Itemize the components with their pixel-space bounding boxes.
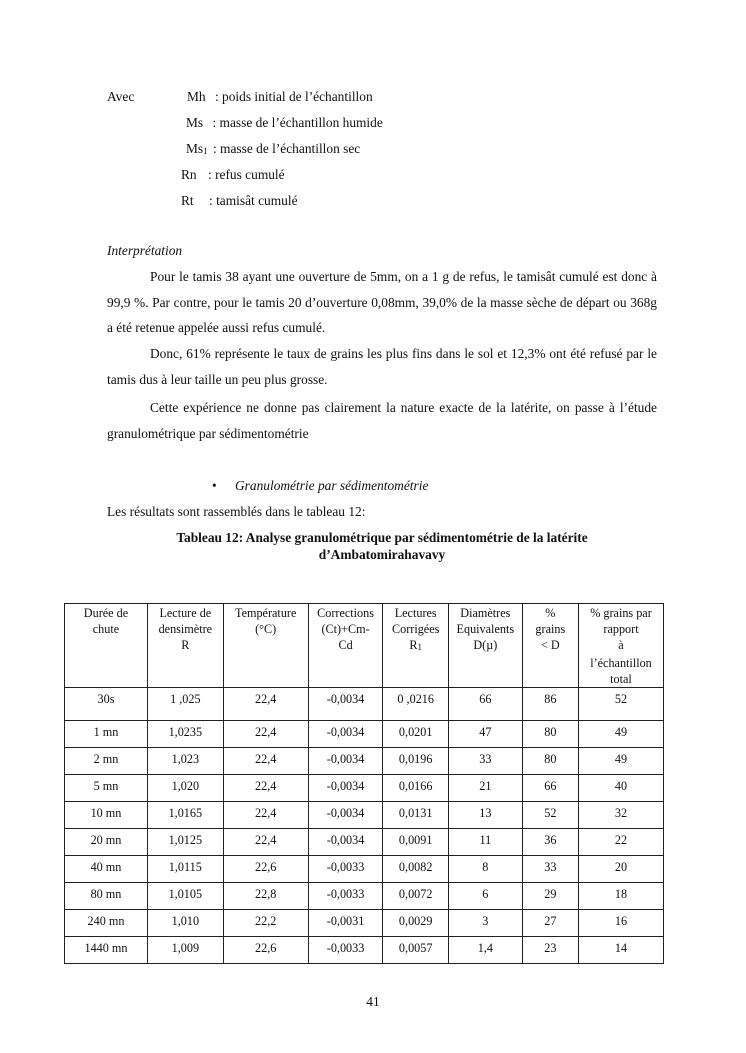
table-cell: 23	[522, 937, 578, 964]
table-cell: 22,4	[223, 775, 308, 802]
column-header-line: Cd	[338, 638, 353, 652]
table-cell: 86	[522, 688, 578, 721]
interpretation-paragraph	[107, 264, 657, 341]
table-cell: 14	[578, 937, 663, 964]
table-cell: 22,2	[223, 910, 308, 937]
table-cell: 52	[578, 688, 663, 721]
table-cell: 33	[448, 748, 522, 775]
table-cell: 20	[578, 856, 663, 883]
table-row	[65, 802, 664, 829]
legend-desc: : refus cumulé	[208, 167, 285, 182]
interpretation-heading: Interprétation	[107, 243, 183, 258]
table-cell: 22,4	[223, 802, 308, 829]
interpretation-paragraph	[107, 341, 657, 392]
table-row	[65, 937, 664, 964]
table-cell: -0,0034	[308, 688, 383, 721]
column-header-line: Corrigées	[391, 622, 440, 636]
table-cell: 20 mn	[65, 829, 148, 856]
column-header-line: R	[181, 638, 190, 652]
table-cell: 0 ,0216	[383, 688, 449, 721]
paragraph-text: Cette expérience ne donne pas clairement la nature exacte de la latérite, on passe à l’étude granulométrique par sédimentométrie	[107, 400, 657, 441]
table-cell: 1,020	[147, 775, 223, 802]
table-cell: 6	[448, 883, 522, 910]
column-header-line: % grains par	[590, 606, 652, 620]
table-row	[65, 688, 664, 721]
table-cell: 10 mn	[65, 802, 148, 829]
table-cell: -0,0033	[308, 856, 383, 883]
table-cell: 30s	[65, 688, 148, 721]
column-header-line: (°C)	[255, 622, 277, 636]
table-cell: 1 mn	[65, 721, 148, 748]
table-cell: 0,0072	[383, 883, 449, 910]
table-cell: 0,0196	[383, 748, 449, 775]
table-cell: 49	[578, 748, 663, 775]
table-body	[65, 688, 664, 964]
column-header-line: < D	[540, 638, 560, 652]
table-cell: -0,0034	[308, 829, 383, 856]
table-cell: 0,0091	[383, 829, 449, 856]
column-header-line-wrap	[525, 637, 576, 655]
results-intro: Les résultats sont rassemblés dans le tableau 12:	[107, 504, 366, 519]
table-cell: 22,8	[223, 883, 308, 910]
table-cell: 22,4	[223, 688, 308, 721]
legend-symbol: Mh	[187, 89, 206, 104]
interpretation-paragraph	[107, 395, 657, 446]
table-cell: 33	[522, 856, 578, 883]
table-cell: 13	[448, 802, 522, 829]
sedimentometry-table	[64, 603, 664, 964]
column-header-sub: 1	[417, 642, 422, 652]
table-cell: 21	[448, 775, 522, 802]
table-cell: 3	[448, 910, 522, 937]
table-cell: 0,0201	[383, 721, 449, 748]
table-cell: 52	[522, 802, 578, 829]
column-header	[383, 604, 449, 688]
table-cell: 0,0131	[383, 802, 449, 829]
column-header-line: Corrections	[317, 606, 374, 620]
table-cell: 22,4	[223, 748, 308, 775]
table-cell: 80	[522, 748, 578, 775]
column-header-line: Equivalents	[456, 622, 515, 636]
column-header-line: l’échantillon	[590, 656, 652, 670]
legend-item	[181, 192, 298, 212]
column-header	[578, 604, 663, 688]
column-header-line: grains	[535, 622, 566, 636]
legend-symbol: Ms	[186, 141, 204, 156]
column-header	[65, 604, 148, 688]
table-cell: 16	[578, 910, 663, 937]
column-header-line: Lecture de	[159, 606, 212, 620]
table-cell: 1 ,025	[147, 688, 223, 721]
column-header-line-wrap	[581, 637, 661, 655]
table-cell: 66	[448, 688, 522, 721]
table-cell: 32	[578, 802, 663, 829]
table-cell: 1,0125	[147, 829, 223, 856]
column-header-line-wrap	[311, 637, 381, 655]
table-cell: 80 mn	[65, 883, 148, 910]
column-header-line: Durée de	[83, 606, 129, 620]
column-header-line: (Ct)+Cm-	[321, 622, 370, 636]
table-cell: 0,0057	[383, 937, 449, 964]
table-row	[65, 856, 664, 883]
column-header-line-wrap	[385, 637, 446, 655]
column-header-line-wrap	[150, 637, 221, 655]
legend-item	[187, 88, 373, 108]
column-header-line: Lectures	[394, 606, 437, 620]
table-cell: 22,4	[223, 721, 308, 748]
column-header-line: à	[618, 638, 624, 652]
legend-item	[186, 140, 360, 160]
table-cell: 66	[522, 775, 578, 802]
column-header-line: %	[545, 606, 556, 620]
column-header-line: Température	[234, 606, 297, 620]
legend-intro: Avec	[107, 89, 135, 104]
paragraph-text: Pour le tamis 38 ayant une ouverture de 5mm, on a 1 g de refus, le tamisât cumulé est donc à 99,9 %. Par contre, pour le tamis 20 d’ouverture 0,08mm, 39,0% de la masse sèche de départ ou 368g a été retenue appelée aussi refus cumulé.	[107, 269, 657, 336]
column-header	[223, 604, 308, 688]
legend-symbol: Rn	[181, 167, 197, 182]
table-cell: -0,0033	[308, 937, 383, 964]
table-cell: 18	[578, 883, 663, 910]
table-caption-line: d’Ambatomirahavavy	[318, 547, 446, 562]
table-row	[65, 910, 664, 937]
table-row	[65, 829, 664, 856]
table-cell: -0,0034	[308, 775, 383, 802]
column-header-line: D(µ)	[473, 638, 498, 652]
column-header-line-wrap	[451, 637, 520, 655]
table-cell: 11	[448, 829, 522, 856]
paragraph-text: Donc, 61% représente le taux de grains les plus fins dans le sol et 12,3% ont été refusé par le tamis dus à leur taille un peu plus grosse.	[107, 346, 657, 387]
column-header	[448, 604, 522, 688]
table-cell: 22,6	[223, 937, 308, 964]
table-cell: 47	[448, 721, 522, 748]
column-header-line: Diamètres	[460, 606, 511, 620]
column-header	[308, 604, 383, 688]
table-row	[65, 748, 664, 775]
table-cell: 80	[522, 721, 578, 748]
table-cell: 0,0082	[383, 856, 449, 883]
table-cell: 240 mn	[65, 910, 148, 937]
table-cell: 22	[578, 829, 663, 856]
legend-item	[186, 114, 383, 134]
table-cell: 2 mn	[65, 748, 148, 775]
table-cell: 1,023	[147, 748, 223, 775]
column-header	[147, 604, 223, 688]
table-cell: 1,0235	[147, 721, 223, 748]
table-row	[65, 775, 664, 802]
table-cell: -0,0034	[308, 748, 383, 775]
table-cell: 36	[522, 829, 578, 856]
column-header-line: total	[610, 672, 632, 686]
table-cell: 1,0115	[147, 856, 223, 883]
column-header	[522, 604, 578, 688]
page-number: 41	[366, 994, 380, 1009]
table-cell: 0,0166	[383, 775, 449, 802]
table-cell: -0,0031	[308, 910, 383, 937]
table-cell: 0,0029	[383, 910, 449, 937]
legend-item	[181, 166, 285, 186]
table-cell: 1,4	[448, 937, 522, 964]
table-cell: 8	[448, 856, 522, 883]
legend-desc: : tamisât cumulé	[209, 193, 298, 208]
table-cell: -0,0034	[308, 721, 383, 748]
legend-symbol: Rt	[181, 193, 194, 208]
table-cell: 1,009	[147, 937, 223, 964]
table-cell: 27	[522, 910, 578, 937]
table-cell: 29	[522, 883, 578, 910]
table-cell: 22,4	[223, 829, 308, 856]
table-cell: 40 mn	[65, 856, 148, 883]
table-header-row	[65, 604, 664, 688]
section-heading	[212, 478, 428, 494]
table-cell: 1,010	[147, 910, 223, 937]
table-cell: 1,0105	[147, 883, 223, 910]
column-header-line: R	[409, 638, 418, 652]
section-heading-text: Granulométrie par sédimentométrie	[235, 478, 429, 493]
legend-desc: : masse de l’échantillon humide	[212, 115, 383, 130]
table-row	[65, 883, 664, 910]
legend-symbol-sub: 1	[203, 146, 208, 156]
table-cell: 1440 mn	[65, 937, 148, 964]
column-header-line: densimètre	[158, 622, 213, 636]
table-cell: 22,6	[223, 856, 308, 883]
table-cell: 5 mn	[65, 775, 148, 802]
legend-symbol: Ms	[186, 115, 204, 130]
table-cell: 1,0165	[147, 802, 223, 829]
table-cell: 49	[578, 721, 663, 748]
bullet-icon: •	[212, 478, 217, 493]
legend-desc: : masse de l’échantillon sec	[212, 141, 361, 156]
table-cell: 40	[578, 775, 663, 802]
table-caption	[107, 529, 657, 563]
column-header-line: chute	[92, 622, 120, 636]
legend-desc: : poids initial de l’échantillon	[214, 89, 373, 104]
table-row	[65, 721, 664, 748]
table-cell: -0,0033	[308, 883, 383, 910]
table-cell: -0,0034	[308, 802, 383, 829]
column-header-line: rapport	[603, 622, 639, 636]
table-caption-line: Tableau 12: Analyse granulométrique par sédimentométrie de la latérite	[176, 530, 588, 545]
